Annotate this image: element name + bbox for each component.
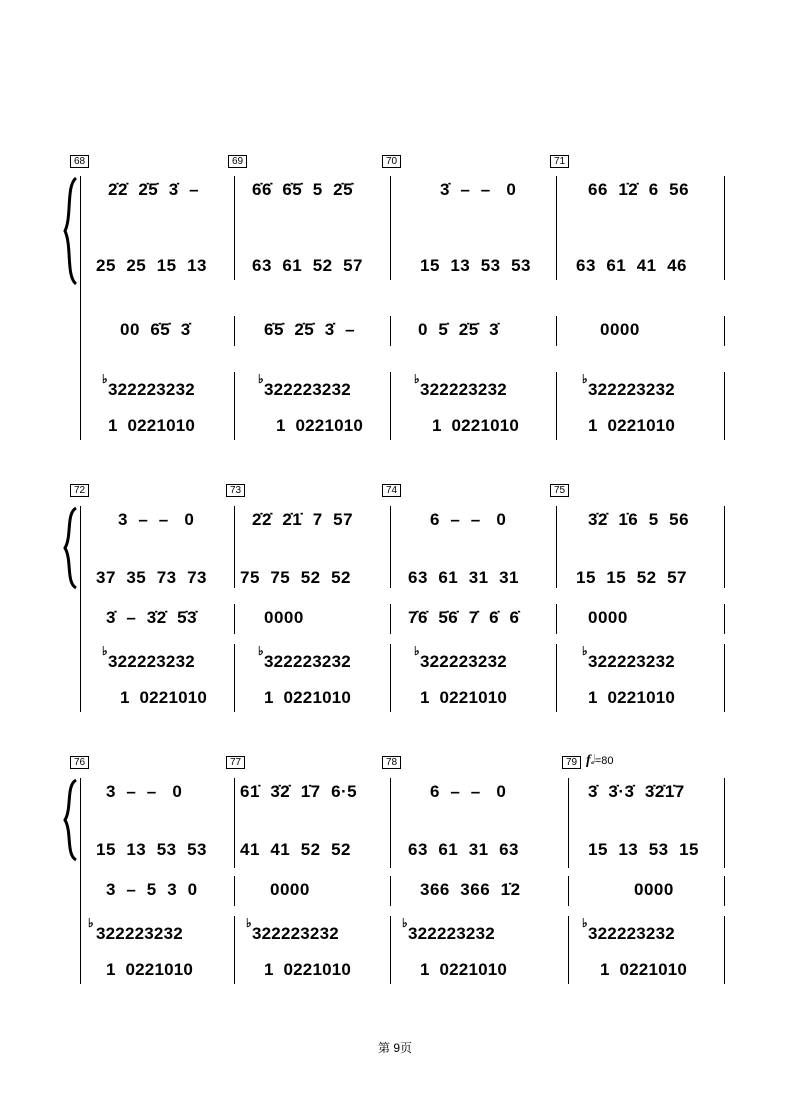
measure-number: 68: [70, 155, 89, 168]
barline: [390, 316, 391, 346]
flat-sign: ♭: [582, 916, 588, 930]
measure-number: 71: [550, 155, 569, 168]
note-cell: 3̇ 3̇·3̇ 3̇2̇1̇7: [588, 782, 685, 801]
note-cell: 66 1̇2̇ 6 56: [588, 180, 690, 199]
flat-sign: ♭: [582, 644, 588, 658]
note-cell: 1 0221010: [264, 688, 352, 707]
barline: [234, 316, 235, 346]
system-brace-icon: [62, 176, 80, 286]
note-cell: 63 61 52 57: [252, 256, 363, 275]
barline: [724, 506, 725, 588]
measure-number: 72: [70, 484, 89, 497]
tempo-mark: [586, 752, 613, 769]
note-cell: 1 0221010: [588, 416, 676, 435]
barline: [556, 372, 557, 440]
note-cell: 322223232: [588, 924, 675, 943]
barline: [390, 372, 391, 440]
system-start-line: [80, 778, 81, 984]
system-start-line: [80, 506, 81, 712]
note-cell: 322223232: [108, 380, 195, 399]
note-cell: 0000: [634, 880, 674, 899]
barline: [234, 916, 235, 984]
note-cell: 3 – – 0: [118, 510, 195, 529]
system-brace-icon: [62, 778, 80, 862]
note-cell: 2̇2̇ 2̇1̇ 7 57: [252, 510, 354, 529]
barline: [234, 372, 235, 440]
barline: [390, 644, 391, 712]
note-cell: 322223232: [96, 924, 183, 943]
note-cell: 0000: [588, 608, 628, 627]
barline: [568, 876, 569, 906]
barline: [556, 176, 557, 280]
flat-sign: ♭: [402, 916, 408, 930]
barline: [390, 916, 391, 984]
barline: [724, 876, 725, 906]
barline: [390, 506, 391, 588]
note-cell: 3̇ – – 0: [440, 180, 517, 199]
barline: [724, 372, 725, 440]
note-cell: 0000: [270, 880, 310, 899]
barline: [234, 604, 235, 634]
note-cell: 15 13 53 15: [588, 840, 699, 859]
note-cell: 1 0221010: [108, 416, 196, 435]
note-cell: 25 25 15 13: [96, 256, 207, 275]
note-cell: 1 0221010: [264, 960, 352, 979]
note-cell: 0000: [264, 608, 304, 627]
page-number: 第 9页: [377, 1041, 412, 1055]
note-cell: 322223232: [408, 924, 495, 943]
flat-sign: ♭: [258, 372, 264, 386]
note-cell: 322223232: [588, 652, 675, 671]
note-cell: 63 61 31 31: [408, 568, 519, 587]
note-cell: 2̇2̇ 2̇5̇ 3̇ –: [108, 180, 200, 199]
note-cell: 1 0221010: [600, 960, 688, 979]
barline: [390, 778, 391, 868]
half-note-icon: 𝅗𝅥: [590, 752, 595, 767]
note-cell: 322223232: [252, 924, 339, 943]
barline: [390, 876, 391, 906]
flat-sign: ♭: [258, 644, 264, 658]
measure-number: 76: [70, 756, 89, 769]
flat-sign: ♭: [246, 916, 252, 930]
note-cell: 15 13 53 53: [420, 256, 531, 275]
flat-sign: ♭: [88, 916, 94, 930]
flat-sign: ♭: [102, 372, 108, 386]
barline: [234, 644, 235, 712]
note-cell: 1 0221010: [588, 688, 676, 707]
barline: [724, 778, 725, 868]
note-cell: 0 5̇ 2̇5̇ 3̇: [418, 320, 500, 339]
note-cell: 15 15 52 57: [576, 568, 687, 587]
note-cell: 322223232: [420, 652, 507, 671]
measure-number: 73: [226, 484, 245, 497]
measure-number: 77: [226, 756, 245, 769]
note-cell: 63 61 31 63: [408, 840, 519, 859]
flat-sign: ♭: [102, 644, 108, 658]
barline: [724, 176, 725, 280]
note-cell: 322223232: [264, 380, 351, 399]
note-cell: 3 – – 0: [106, 782, 183, 801]
forte-dynamic-icon: f: [586, 753, 591, 768]
barline: [568, 916, 569, 984]
note-cell: 1 0221010: [420, 960, 508, 979]
measure-number: 69: [228, 155, 247, 168]
note-cell: 75 75 52 52: [240, 568, 351, 587]
barline: [556, 644, 557, 712]
barline: [390, 176, 391, 280]
barline: [724, 644, 725, 712]
note-cell: 322223232: [264, 652, 351, 671]
note-cell: 1 0221010: [432, 416, 520, 435]
note-cell: 6̇6̇ 6̇5̇ 5 2̇5̇: [252, 180, 354, 199]
measure-number: 70: [382, 155, 401, 168]
measure-number: 75: [550, 484, 569, 497]
note-cell: 41 41 52 52: [240, 840, 351, 859]
measure-number: 74: [382, 484, 401, 497]
barline: [234, 778, 235, 868]
barline: [724, 916, 725, 984]
barline: [234, 876, 235, 906]
note-cell: 37 35 73 73: [96, 568, 207, 587]
barline: [556, 604, 557, 634]
note-cell: 3̇2̇ 1̇6 5 56: [588, 510, 690, 529]
note-cell: 366 366 1̇2: [420, 880, 521, 899]
note-cell: 15 13 53 53: [96, 840, 207, 859]
measure-number: 79: [562, 756, 581, 769]
note-cell: 6 – – 0: [430, 782, 507, 801]
barline: [568, 778, 569, 868]
note-cell: 00 6̇5̇ 3̇: [120, 320, 191, 339]
note-cell: 1 0221010: [420, 688, 508, 707]
note-cell: 322223232: [420, 380, 507, 399]
note-cell: 3 – 5 3 0: [106, 880, 198, 899]
barline: [390, 604, 391, 634]
tempo-value: =80: [594, 755, 614, 767]
note-cell: 0000: [600, 320, 640, 339]
note-cell: 7̇6̇ 5̇6̇ 7̇ 6̇ 6̇: [408, 608, 520, 627]
note-cell: 3̇ – 3̇2̇ 5̇3̇: [106, 608, 198, 627]
flat-sign: ♭: [414, 372, 420, 386]
barline: [556, 316, 557, 346]
note-cell: 63 61 41 46: [576, 256, 687, 275]
flat-sign: ♭: [414, 644, 420, 658]
barline: [234, 176, 235, 280]
measure-number: 78: [382, 756, 401, 769]
barline: [724, 604, 725, 634]
barline: [234, 506, 235, 588]
note-cell: 6 – – 0: [430, 510, 507, 529]
system-brace-icon: [62, 506, 80, 590]
note-cell: 6̇5̇ 2̇5̇ 3̇ –: [264, 320, 356, 339]
note-cell: 322223232: [108, 652, 195, 671]
note-cell: 1 0221010: [120, 688, 208, 707]
system-start-line: [80, 176, 81, 440]
note-cell: 322223232: [588, 380, 675, 399]
barline: [724, 316, 725, 346]
flat-sign: ♭: [582, 372, 588, 386]
note-cell: 1 0221010: [106, 960, 194, 979]
barline: [556, 506, 557, 588]
note-cell: 61̇ 3̇2̇ 1̇7 6·5: [240, 782, 358, 801]
note-cell: 1 0221010: [276, 416, 364, 435]
